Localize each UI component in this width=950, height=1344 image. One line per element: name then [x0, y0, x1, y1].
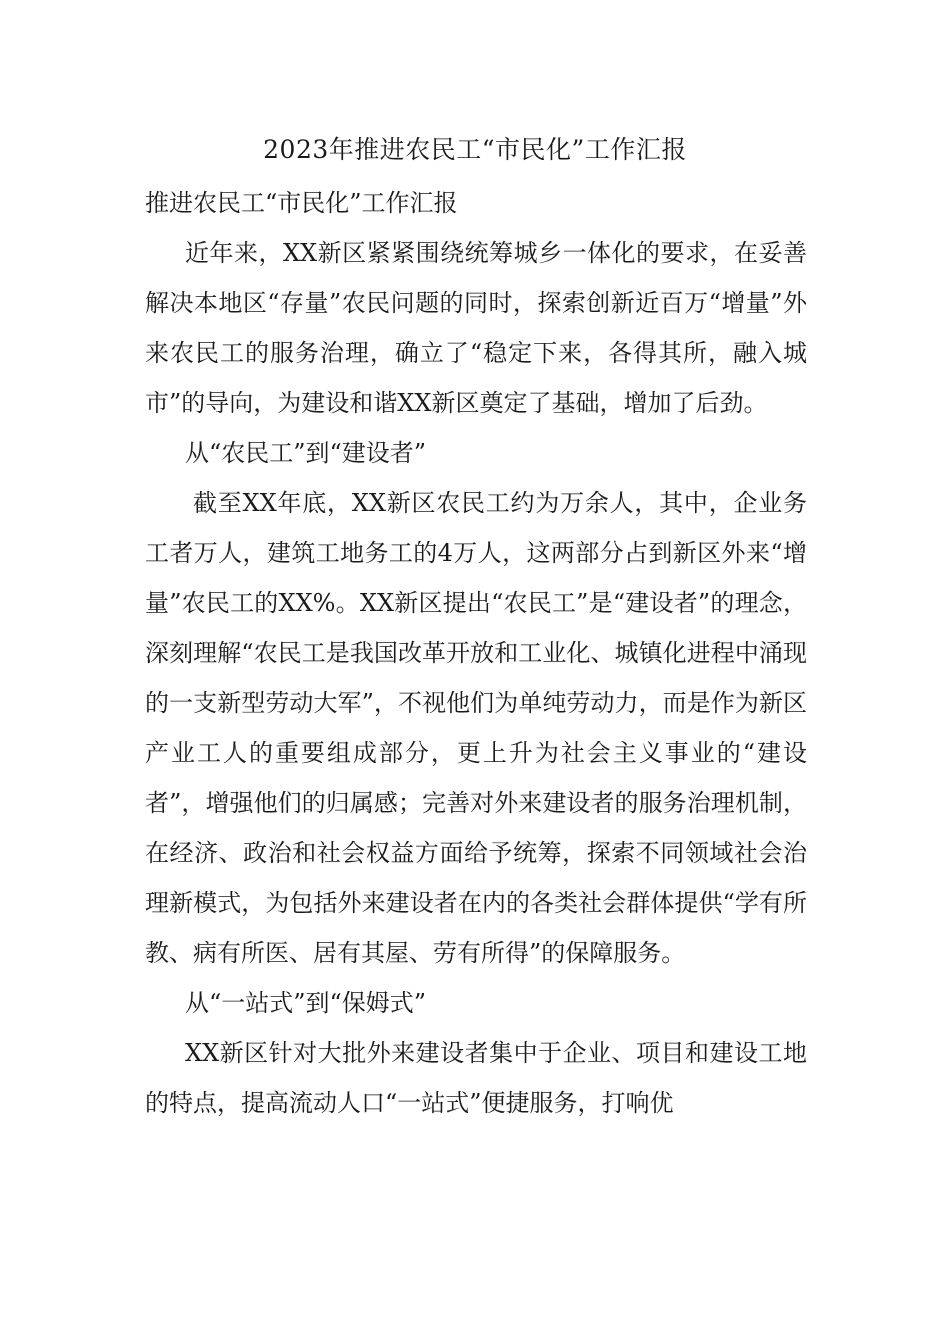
document-title: 2023年推进农民工“市民化”工作汇报: [263, 135, 687, 164]
paragraph-intro: 近年来，XX新区紧紧围绕统筹城乡一体化的要求，在妥善解决本地区“存量”农民问题的同时，探索创新近百万“增量”外来农民工的服务治理，确立了“稳定下来，各得其所，融入城市”的导向，为建设和谐XX新区奠定了基础，增加了后劲。: [145, 239, 807, 417]
document-body: [145, 178, 807, 1128]
document-subtitle: 推进农民工“市民化”工作汇报: [145, 189, 458, 217]
section-heading-service: 从“一站式”到“保姆式”: [185, 989, 427, 1017]
section-heading-builders: 从“农民工”到“建设者”: [185, 439, 427, 467]
paragraph-service: XX新区针对大批外来建设者集中于企业、项目和建设工地的特点，提高流动人口“一站式”便捷服务，打响优: [145, 1039, 807, 1117]
paragraph-builders: 截至XX年底，XX新区农民工约为万余人，其中，企业务工者万人，建筑工地务工的4万人，这两部分占到新区外来“增量”农民工的XX%。XX新区提出“农民工”是“建设者”的理念，深刻理解“农民工是我国改革开放和工业化、城镇化进程中涌现的一支新型劳动大军”，不视他们为单纯劳动力，而是作为新区产业工人的重要组成部分，更上升为社会主义事业的“建设者”，增强他们的归属感；完善对外来建设者的服务治理机制，在经济、政治和社会权益方面给予统筹，探索不同领域社会治理新模式，为包括外来建设者在内的各类社会群体提供“学有所教、病有所医、居有其屋、劳有所得”的保障服务。: [145, 489, 807, 967]
